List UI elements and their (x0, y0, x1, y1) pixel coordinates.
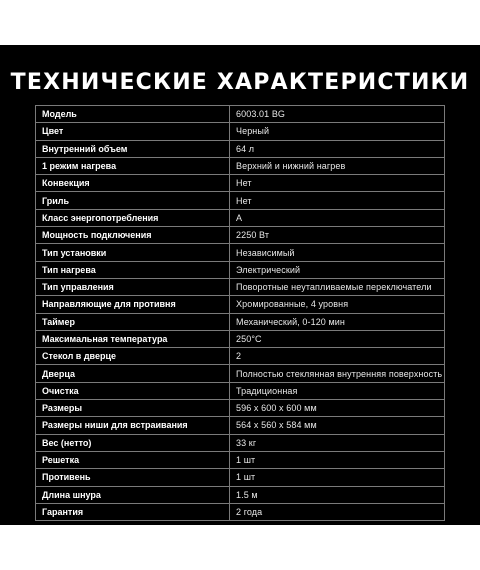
spec-row (36, 503, 445, 520)
spec-row (36, 486, 445, 503)
spec-label: Решетка (36, 451, 230, 468)
spec-value: 2250 Вт (230, 227, 445, 244)
spec-value: Черный (230, 123, 445, 140)
spec-label: 1 режим нагрева (36, 157, 230, 174)
spec-value: Электрический (230, 261, 445, 278)
page-title: ТЕХНИЧЕСКИЕ ХАРАКТЕРИСТИКИ (10, 70, 470, 95)
spec-label: Конвекция (36, 175, 230, 192)
spec-label: Таймер (36, 313, 230, 330)
spec-row (36, 278, 445, 295)
spec-row (36, 175, 445, 192)
spec-row (36, 400, 445, 417)
spec-label: Тип управления (36, 278, 230, 295)
spec-value: 1.5 м (230, 486, 445, 503)
spec-row (36, 157, 445, 174)
spec-label: Максимальная температура (36, 330, 230, 347)
spec-row (36, 382, 445, 399)
spec-value: Нет (230, 192, 445, 209)
spec-label: Длина шнура (36, 486, 230, 503)
spec-value: Полностью стеклянная внутренняя поверхность (230, 365, 445, 382)
spec-row (36, 296, 445, 313)
spec-row (36, 192, 445, 209)
spec-label: Мощность подключения (36, 227, 230, 244)
spec-label: Гриль (36, 192, 230, 209)
spec-label: Цвет (36, 123, 230, 140)
spec-value: 1 шт (230, 469, 445, 486)
spec-label: Направляющие для противня (36, 296, 230, 313)
spec-row (36, 330, 445, 347)
spec-value: Верхний и нижний нагрев (230, 157, 445, 174)
spec-value: 596 х 600 х 600 мм (230, 400, 445, 417)
spec-label: Размеры ниши для встраивания (36, 417, 230, 434)
spec-table (35, 105, 445, 521)
spec-label: Размеры (36, 400, 230, 417)
spec-value: Поворотные неутапливаемые переключатели (230, 278, 445, 295)
spec-label: Тип установки (36, 244, 230, 261)
spec-row (36, 417, 445, 434)
spec-value: 250°С (230, 330, 445, 347)
spec-value: Хромированные, 4 уровня (230, 296, 445, 313)
spec-value: Механический, 0-120 мин (230, 313, 445, 330)
spec-row (36, 106, 445, 123)
spec-label: Вес (нетто) (36, 434, 230, 451)
spec-label: Стекол в дверце (36, 348, 230, 365)
spec-label: Противень (36, 469, 230, 486)
spec-row (36, 244, 445, 261)
spec-value: 64 л (230, 140, 445, 157)
spec-row (36, 348, 445, 365)
spec-value: 564 х 560 х 584 мм (230, 417, 445, 434)
spec-value: А (230, 209, 445, 226)
spec-value: 6003.01 BG (230, 106, 445, 123)
spec-label: Дверца (36, 365, 230, 382)
spec-value: 1 шт (230, 451, 445, 468)
spec-row (36, 140, 445, 157)
spec-label: Внутренний объем (36, 140, 230, 157)
spec-row (36, 434, 445, 451)
spec-label: Класс энергопотребления (36, 209, 230, 226)
spec-row (36, 313, 445, 330)
spec-row (36, 123, 445, 140)
spec-sheet-panel (0, 45, 480, 525)
spec-row (36, 209, 445, 226)
spec-label: Тип нагрева (36, 261, 230, 278)
spec-value: Нет (230, 175, 445, 192)
spec-table-body (36, 106, 445, 521)
spec-value: 2 года (230, 503, 445, 520)
spec-value: 33 кг (230, 434, 445, 451)
spec-value: Независимый (230, 244, 445, 261)
spec-label: Очистка (36, 382, 230, 399)
spec-row (36, 365, 445, 382)
spec-row (36, 261, 445, 278)
spec-row (36, 227, 445, 244)
spec-label: Гарантия (36, 503, 230, 520)
spec-value: Традиционная (230, 382, 445, 399)
spec-label: Модель (36, 106, 230, 123)
spec-row (36, 469, 445, 486)
spec-row (36, 451, 445, 468)
spec-value: 2 (230, 348, 445, 365)
